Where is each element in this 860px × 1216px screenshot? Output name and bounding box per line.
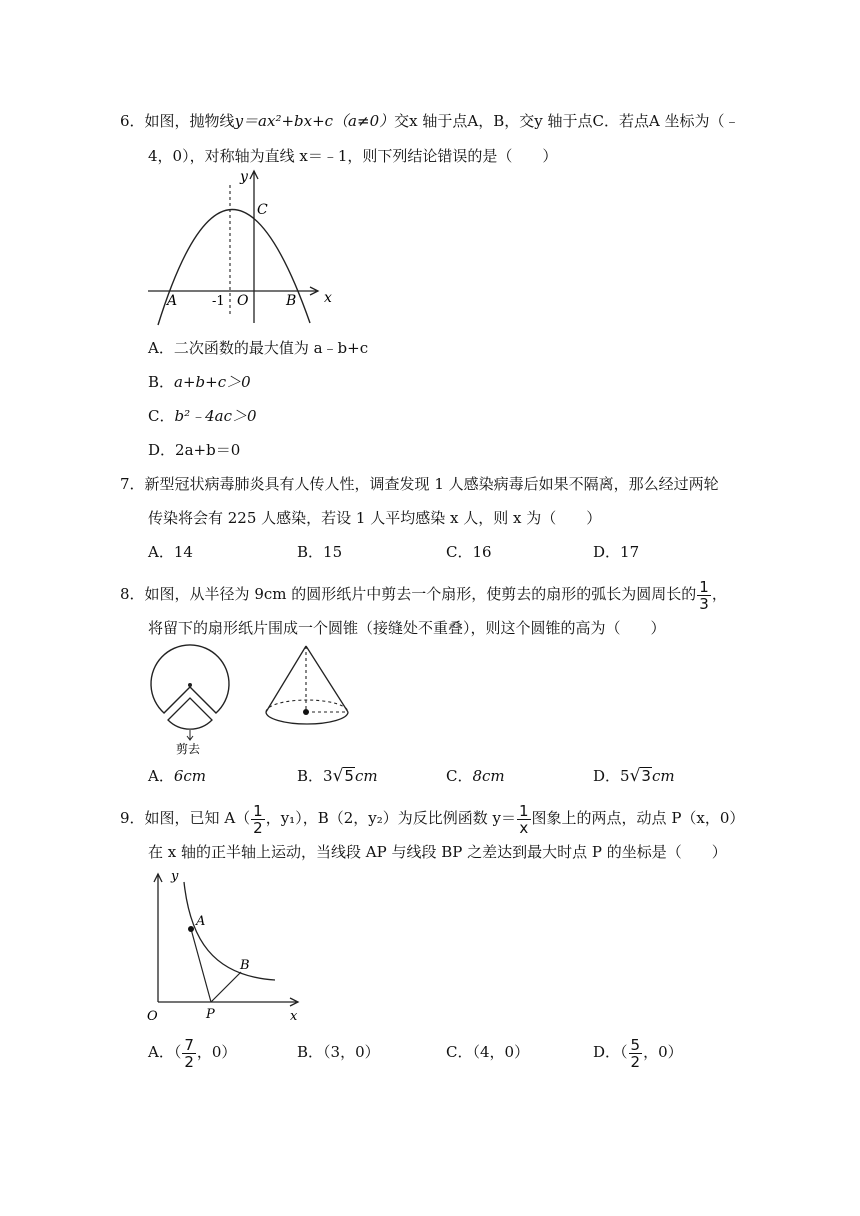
q9-label-B: B — [240, 958, 250, 973]
q9-hyperbola-curve — [184, 882, 275, 980]
q8-center-dot — [188, 683, 192, 687]
q7-option-c[interactable]: C．16 — [446, 543, 492, 561]
q9-option-b[interactable]: B．（3，0） — [297, 1043, 380, 1061]
q6-option-c[interactable]: C．b²﹣4ac＞0 — [148, 407, 257, 425]
q9-label-P: P — [206, 1007, 215, 1022]
q8-stem-line2: 将留下的扇形纸片围成一个圆锥（接缝处不重叠），则这个圆锥的高为（ ） — [148, 619, 666, 637]
q6-parabola-figure — [140, 165, 340, 330]
q6-option-a[interactable]: A．二次函数的最大值为 a﹣b+c — [148, 339, 369, 357]
q9-label-x: x — [290, 1009, 298, 1024]
q6-label-neg1: -1 — [212, 294, 225, 309]
q6-label-B: B — [286, 293, 297, 309]
q9-segment-bp — [211, 972, 241, 1002]
q7-option-b[interactable]: B．15 — [297, 543, 343, 561]
q8-option-b[interactable]: B．3√5cm — [297, 766, 378, 786]
q8-cut-label: 剪去 — [176, 742, 201, 756]
q6-label-C: C — [257, 202, 268, 218]
q6-label-O: O — [237, 293, 249, 309]
q8-option-d[interactable]: D．5√3cm — [593, 766, 675, 786]
q9-label-y: y — [171, 869, 179, 884]
q7-option-a[interactable]: A．14 — [148, 543, 193, 561]
q9-stem-line2: 在 x 轴的正半轴上运动，当线段 AP 与线段 BP 之差达到最大时点 P 的坐标是（ ） — [148, 843, 727, 861]
q8-option-c[interactable]: C．8cm — [446, 767, 505, 785]
q7-stem-line1: 7．新型冠状病毒肺炎具有人传人性，调查发现 1 人感染病毒后如果不隔离，那么经过两轮 — [120, 475, 719, 493]
q8-cone-left — [266, 646, 306, 712]
q9-point-a — [188, 926, 194, 932]
q6-label-y: y — [240, 169, 248, 185]
q9-fraction-a: $\frac{1}{2}$ — [253, 801, 263, 837]
q6-label-x: x — [324, 290, 332, 306]
q6-stem-line1: 6．如图，抛物线y＝ax²+bx+c（a≠0）交x 轴于点A，B，交y 轴于点C．若点A 坐标为（﹣ — [120, 112, 740, 130]
q8-remaining-sector — [151, 645, 229, 713]
q9-label-A: A — [196, 914, 206, 929]
q6-label-A: A — [167, 293, 178, 309]
q9-option-a[interactable]: A．（ $\frac{7}{2}$ ，0） — [148, 1035, 237, 1071]
q9-label-O: O — [147, 1009, 158, 1024]
q6-option-b[interactable]: B．a+b+c＞0 — [148, 373, 251, 391]
q8-fraction: $\frac{1}{3}$ — [699, 577, 709, 613]
q8-stem-line1: 8．如图，从半径为 9cm 的圆形纸片中剪去一个扇形，使剪去的扇形的弧长为圆周长的 $\frac{1}{3}$ ， — [120, 577, 727, 613]
q6-stem-line2: 4，0），对称轴为直线 x＝﹣1，则下列结论错误的是（ ） — [148, 147, 558, 165]
q8-cone-center — [303, 709, 309, 715]
q9-option-c[interactable]: C．（4，0） — [446, 1043, 530, 1061]
q9-hyperbola-figure — [140, 868, 310, 1028]
q8-figures — [140, 640, 370, 760]
q9-fraction-f: $\frac{1}{x}$ — [519, 801, 529, 837]
q7-option-d[interactable]: D．17 — [593, 543, 640, 561]
q9-stem-line1: 9．如图，已知 A（ $\frac{1}{2}$ ，y₁），B（2，y₂）为反比例函数 y＝ $\frac{1}{x}$ 图象上的两点，动点 P（x，0） — [120, 801, 745, 837]
q6-option-d[interactable]: D．2a+b＝0 — [148, 441, 241, 459]
q9-option-d[interactable]: D．（ $\frac{5}{2}$ ，0） — [593, 1035, 683, 1071]
q8-cone-right — [306, 646, 348, 712]
q8-option-a[interactable]: A．6cm — [148, 767, 207, 785]
q7-stem-line2: 传染将会有 225 人感染，若设 1 人平均感染 x 人，则 x 为（ ） — [148, 509, 602, 527]
